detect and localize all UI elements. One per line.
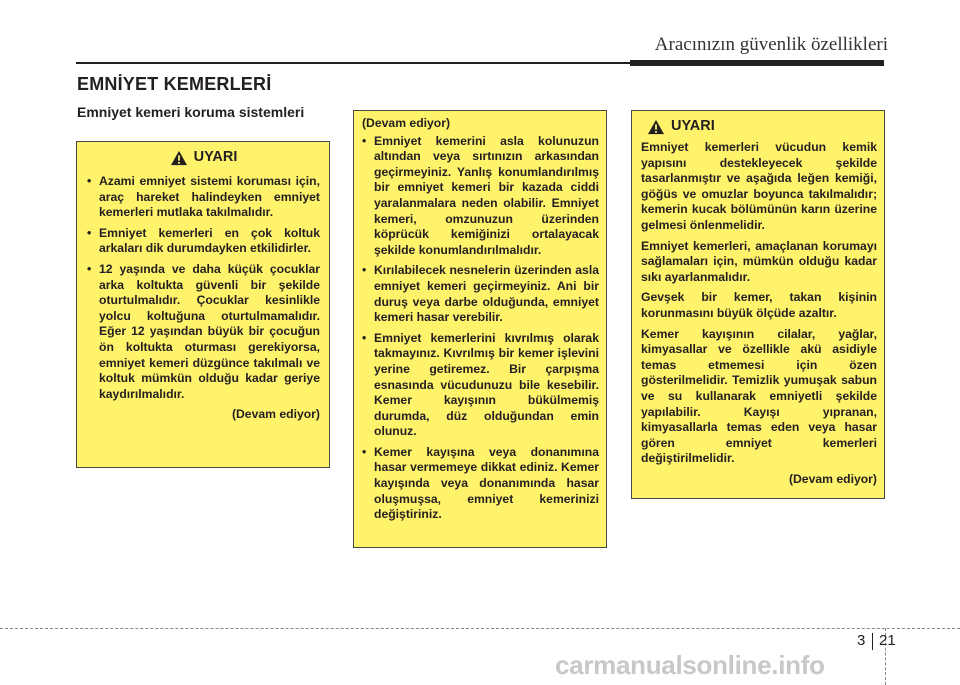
- paragraph: Kemer kayışının cilalar, yağlar, kimyasallar ve özellikle akü asidiyle temas etmemesi için özen gösterilmelidir. Temizlik yumuşak sabun ve su kullanarak emniyetli şekilde yapılabilir. Kayışı yıpranan, kimyasallarla temas eden veya hasar gören emniyet kemerleri değiştirilmelidir.: [641, 326, 877, 466]
- paragraph: Gevşek bir kemer, takan kişinin korunmasını büyük ölçüde azaltır.: [641, 290, 877, 320]
- page-separator: [872, 633, 873, 650]
- list-item: • Emniyet kemerini asla kolunuzun altından veya sırtınızın arkasından geçirmeyiniz. Yanlış konumlandırılmış bir emniyet kemeri bir kazada ciddi yaralanmalara neden olabilir. Emniyet kemeri, omzunuzun üzerinden köprücük kemiğinizi ortalayacak şekilde konumlandırılmalıdır.: [362, 134, 599, 259]
- warning-heading-label: UYARI: [193, 149, 238, 166]
- subsection-title: Emniyet kemeri koruma sistemleri: [77, 104, 305, 120]
- warning-list: [362, 134, 599, 523]
- warning-triangle-icon: [170, 150, 188, 166]
- list-item: • Kırılabilecek nesnelerin üzerinden asla emniyet kemeri geçirmeyiniz. Ani bir duruş veya darbe olduğunda, emniyet kemeri hasar verebilir.: [362, 263, 599, 325]
- continued-label: (Devam ediyor): [788, 471, 877, 486]
- warning-heading-label: UYARI: [671, 118, 715, 135]
- warning-list: [87, 174, 320, 402]
- footer-rule: [0, 628, 960, 629]
- list-item: • Kemer kayışına veya donanımına hasar vermemeye dikkat ediniz. Kemer kayışında veya donanımında hasar oluşmuşsa, emniyet kemerinizi değiştiriniz.: [362, 445, 599, 523]
- list-item: • Emniyet kemerlerini kıvrılmış olarak takmayınız. Kıvrılmış bir kemer işlevini yerine getiremez. Bir çarpışma esnasında vücudunuzu bile kesebilir. Kemer kayışının bükülmemiş durumda, düz olduğundan emin olunuz.: [362, 331, 599, 440]
- section-title: EMNİYET KEMERLERİ: [77, 74, 272, 94]
- warning-triangle-icon: [647, 119, 665, 135]
- warning-heading: [87, 150, 320, 166]
- list-item: • 12 yaşında ve daha küçük çocuklar arka koltukta güvenli bir şekilde oturtulmalıdır. Çocuklar kesinlikle yolcu koltuğuna oturtulmamalıdır. Eğer 12 yaşından büyük bir çocuğun ön koltukta oturması gerekiyorsa, emniyet kemeri düzgünce takılmalı ve koltuk mümkün olduğu kadar geriye kaydırılmalıdır.: [87, 262, 320, 402]
- continued-label-top: (Devam ediyor): [362, 116, 451, 130]
- continued-label: (Devam ediyor): [231, 407, 320, 422]
- warning-box-3: [631, 110, 885, 499]
- page-number: 21: [879, 632, 896, 649]
- chapter-number: 3: [857, 632, 866, 649]
- warning-box-2: [353, 110, 607, 548]
- header-rule-accent: [630, 60, 884, 66]
- list-item: • Azami emniyet sistemi koruması için, araç hareket halindeyken emniyet kemerleri mutlaka takılmalıdır.: [87, 174, 320, 221]
- list-item: • Emniyet kemerleri en çok koltuk arkaları dik durumdayken etkilidirler.: [87, 226, 320, 257]
- warning-box-1: [76, 141, 330, 468]
- paragraph: Emniyet kemerleri, amaçlanan korumayı sağlamaları için, mümkün olduğu kadar sıkı ayarlanmalıdır.: [641, 238, 877, 284]
- warning-heading: [647, 119, 877, 135]
- chapter-title: Aracınızın güvenlik özellikleri: [654, 34, 888, 55]
- watermark: carmanualsonline.info: [555, 650, 825, 680]
- paragraph: Emniyet kemerleri vücudun kemik yapısını destekleyecek şekilde tasarlanmıştır ve aşağıda leğen kemiği, göğüs ve omuzlar boyunca takılmalıdır; kemerin kucak bölümünün karın üzerine gelmesi önlenmelidir.: [641, 140, 877, 232]
